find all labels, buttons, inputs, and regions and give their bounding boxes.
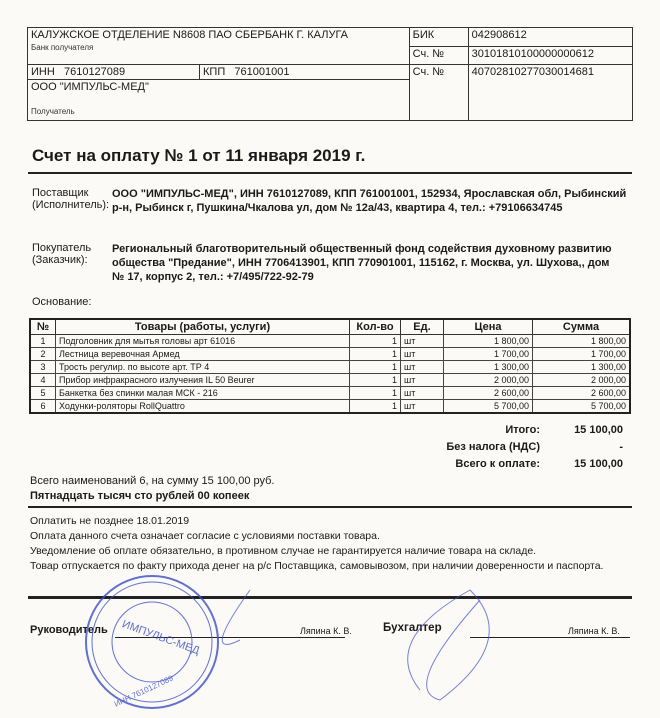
- row-goods: Подголовник для мытья головы арт 61016: [56, 335, 350, 348]
- supplier-label: Поставщик (Исполнитель):: [32, 187, 110, 211]
- recipient-label: Получатель: [31, 107, 75, 116]
- account-value: 40702810277030014681: [468, 65, 632, 121]
- col-sum: Сумма: [533, 319, 631, 335]
- row-num: 6: [30, 400, 56, 414]
- col-qty: Кол-во: [350, 319, 401, 335]
- head-label: Руководитель: [30, 624, 108, 636]
- row-num: 2: [30, 348, 56, 361]
- col-num: №: [30, 319, 56, 335]
- row-goods: Прибор инфракрасного излучения IL 50 Beurer: [56, 374, 350, 387]
- note-release: Товар отпускается по факту прихода денег на р/с Поставщика, самовывозом, при наличии доверенности и паспорта.: [30, 560, 604, 572]
- svg-text:ИМПУЛЬС-МЕД: ИМПУЛЬС-МЕД: [120, 618, 201, 658]
- row-qty: 1: [350, 374, 401, 387]
- row-price: 1 700,00: [444, 348, 533, 361]
- row-qty: 1: [350, 348, 401, 361]
- row-price: 5 700,00: [444, 400, 533, 414]
- recipient-name: ООО "ИМПУЛЬС-МЕД": [31, 81, 149, 93]
- summary-count: Всего наименований 6, на сумму 15 100,00 руб.: [30, 475, 275, 487]
- pay-value: 15 100,00: [574, 458, 623, 470]
- corr-label: Сч. №: [409, 46, 468, 65]
- row-price: 1 300,00: [444, 361, 533, 374]
- handwritten-signature: [222, 590, 489, 700]
- kpp-value: 761001001: [234, 66, 290, 78]
- row-sum: 1 700,00: [533, 348, 631, 361]
- row-sum: 1 800,00: [533, 335, 631, 348]
- row-goods: Ходунки-роляторы RollQuattro: [56, 400, 350, 414]
- buyer-value: Региональный благотворительный общественный фонд содействия духовному развитию общества "Предание", ИНН 7706413901, КПП 770901001, 115162, г. Москва, ул. Шухова,, дом № 17, корпус 2, тел.: +7/495/722-92-79: [112, 243, 612, 283]
- row-sum: 5 700,00: [533, 400, 631, 414]
- row-goods: Лестница веревочная Армед: [56, 348, 350, 361]
- inn-value: 7610127089: [63, 66, 126, 78]
- row-price: 2 600,00: [444, 387, 533, 400]
- row-num: 4: [30, 374, 56, 387]
- row-unit: шт: [401, 361, 444, 374]
- note-consent: Оплата данного счета означает согласие с условиями поставки товара.: [30, 530, 380, 542]
- row-sum: 2 600,00: [533, 387, 631, 400]
- svg-text:ИНН 7610127089: ИНН 7610127089: [112, 673, 175, 709]
- kpp-label: КПП: [203, 66, 226, 78]
- row-unit: шт: [401, 348, 444, 361]
- col-goods: Товары (работы, услуги): [56, 319, 350, 335]
- pay-label: Всего к оплате:: [455, 458, 540, 470]
- row-unit: шт: [401, 335, 444, 348]
- total-label: Итого:: [505, 424, 540, 436]
- bank-name: КАЛУЖСКОЕ ОТДЕЛЕНИЕ N8608 ПАО СБЕРБАНК Г. КАЛУГА: [31, 29, 349, 41]
- invoice-title: Счет на оплату № 1 от 11 января 2019 г.: [32, 146, 366, 165]
- note-deadline: Оплатить не позднее 18.01.2019: [30, 515, 190, 527]
- row-sum: 2 000,00: [533, 374, 631, 387]
- accountant-name: Ляпина К. В.: [568, 626, 620, 636]
- row-qty: 1: [350, 387, 401, 400]
- col-price: Цена: [444, 319, 533, 335]
- buyer-label: Покупатель (Заказчик):: [32, 242, 92, 266]
- corr-account: 30101810100000000612: [468, 46, 632, 65]
- row-goods: Банкетка без спинки малая МСК - 216: [56, 387, 350, 400]
- supplier-value: ООО "ИМПУЛЬС-МЕД", ИНН 7610127089, КПП 761001001, 152934, Ярославская обл, Рыбинский р-н, Рыбинск г, Пушкина/Чкалова ул, дом № 12а/43, квартира 4, тел.: +79106634745: [112, 188, 627, 214]
- bik-value: 042908612: [468, 28, 632, 47]
- row-goods: Трость регулир. по высоте арт. ТР 4: [56, 361, 350, 374]
- row-qty: 1: [350, 400, 401, 414]
- vat-label: Без налога (НДС): [446, 441, 540, 453]
- basis-label: Основание:: [32, 296, 92, 308]
- note-notify: Уведомление об оплате обязательно, в противном случае не гарантируется наличие товара на складе.: [30, 545, 537, 557]
- row-num: 1: [30, 335, 56, 348]
- company-stamp: [86, 576, 218, 709]
- row-unit: шт: [401, 374, 444, 387]
- bank-label: Банк получателя: [31, 43, 94, 52]
- account-label: Сч. №: [409, 65, 468, 121]
- row-sum: 1 300,00: [533, 361, 631, 374]
- accountant-label: Бухгалтер: [383, 622, 442, 634]
- row-price: 2 000,00: [444, 374, 533, 387]
- row-unit: шт: [401, 387, 444, 400]
- row-qty: 1: [350, 361, 401, 374]
- row-price: 1 800,00: [444, 335, 533, 348]
- row-unit: шт: [401, 400, 444, 414]
- col-unit: Ед.: [401, 319, 444, 335]
- inn-label: ИНН: [31, 66, 55, 78]
- vat-value: -: [619, 441, 623, 453]
- row-num: 3: [30, 361, 56, 374]
- row-qty: 1: [350, 335, 401, 348]
- total-value: 15 100,00: [574, 424, 623, 436]
- summary-words: Пятнадцать тысяч сто рублей 00 копеек: [30, 490, 250, 502]
- row-num: 5: [30, 387, 56, 400]
- bik-label: БИК: [409, 28, 468, 47]
- head-name: Ляпина К. В.: [300, 626, 352, 636]
